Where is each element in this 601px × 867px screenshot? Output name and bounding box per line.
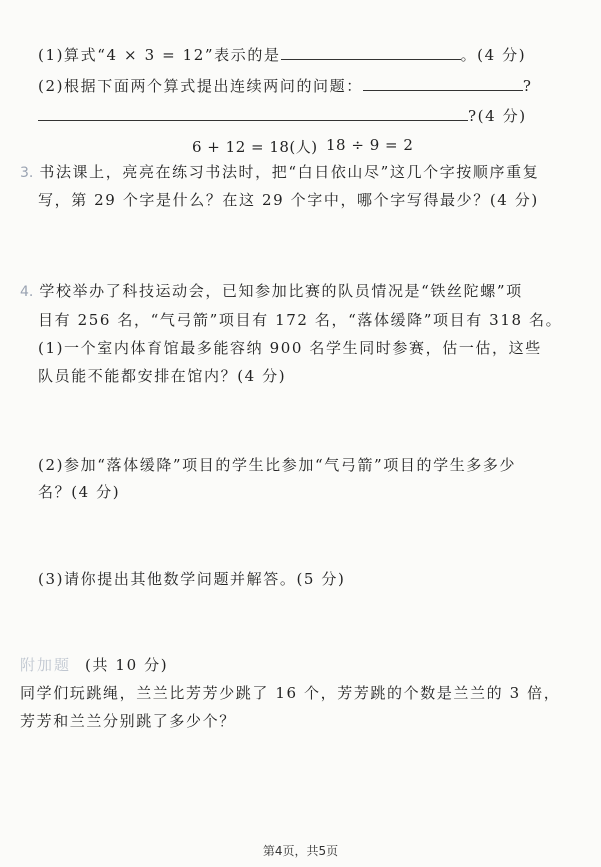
q2-sub2 <box>38 76 533 96</box>
q2-sub2-suffix: ? <box>522 77 533 95</box>
q3-number: 3. <box>20 165 34 181</box>
q4-sub2-line1: (2)参加“落体缓降”项目的学生比参加“气弓箭”项目的学生多多少 <box>38 456 517 474</box>
extra-title: 附加题 <box>20 656 72 674</box>
q4-line1 <box>20 281 523 302</box>
q4-line2: 目有 256 名，“气弓箭”项目有 172 名，“落体缓降”项目有 318 名。 <box>38 311 563 329</box>
page-footer: 第4页，共5页 <box>262 844 339 858</box>
q2-sub1 <box>38 45 526 65</box>
q3-line1 <box>20 162 539 183</box>
q4-sub2-line2: 名？(4 分) <box>38 483 121 501</box>
extra-line1: 同学们玩跳绳，兰兰比芳芳少跳了 16 个，芳芳跳的个数是兰兰的 3 倍， <box>20 684 561 702</box>
q2-sub2-answer-blank-1[interactable] <box>363 76 523 91</box>
extra-line2: 芳芳和兰兰分别跳了多少个？ <box>20 712 236 730</box>
q2-sub2-line2 <box>38 106 527 126</box>
q2-formula-b: 18 ÷ 9 = 2 <box>326 136 414 154</box>
q4-text-line1: 学校举办了科技运动会，已知参加比赛的队员情况是“铁丝陀螺”项 <box>39 282 523 300</box>
q2-formula-a: 6 + 12 = 18(人) <box>192 138 318 156</box>
q2-sub1-suffix: 。(4 分) <box>460 46 527 64</box>
q2-sub2-answer-blank-2[interactable] <box>38 106 468 121</box>
q4-sub3: (3)请你提出其他数学问题并解答。(5 分) <box>38 570 346 588</box>
q2-sub2-line2-suffix: ?(4 分) <box>468 107 527 125</box>
q4-sub1-line2: 队员能不能都安排在馆内？(4 分) <box>38 367 287 385</box>
q3-line2: 写，第 29 个字是什么？在这 29 个字中，哪个字写得最少？(4 分) <box>38 191 539 209</box>
q2-sub1-answer-blank[interactable] <box>281 45 461 60</box>
extra-header <box>20 655 168 675</box>
q4-number: 4. <box>20 284 34 300</box>
q2-sub1-prefix: (1)算式“4 × 3 = 12”表示的是 <box>38 46 281 64</box>
extra-points: (共 10 分) <box>85 656 169 674</box>
q3-text-line1: 书法课上，亮亮在练习书法时，把“白日依山尽”这几个字按顺序重复 <box>39 163 540 181</box>
q2-sub2-prefix: (2)根据下面两个算式提出连续两问的问题： <box>38 77 363 95</box>
q4-sub1-line1: (1)一个室内体育馆最多能容纳 900 名学生同时参赛，估一估，这些 <box>38 339 542 357</box>
